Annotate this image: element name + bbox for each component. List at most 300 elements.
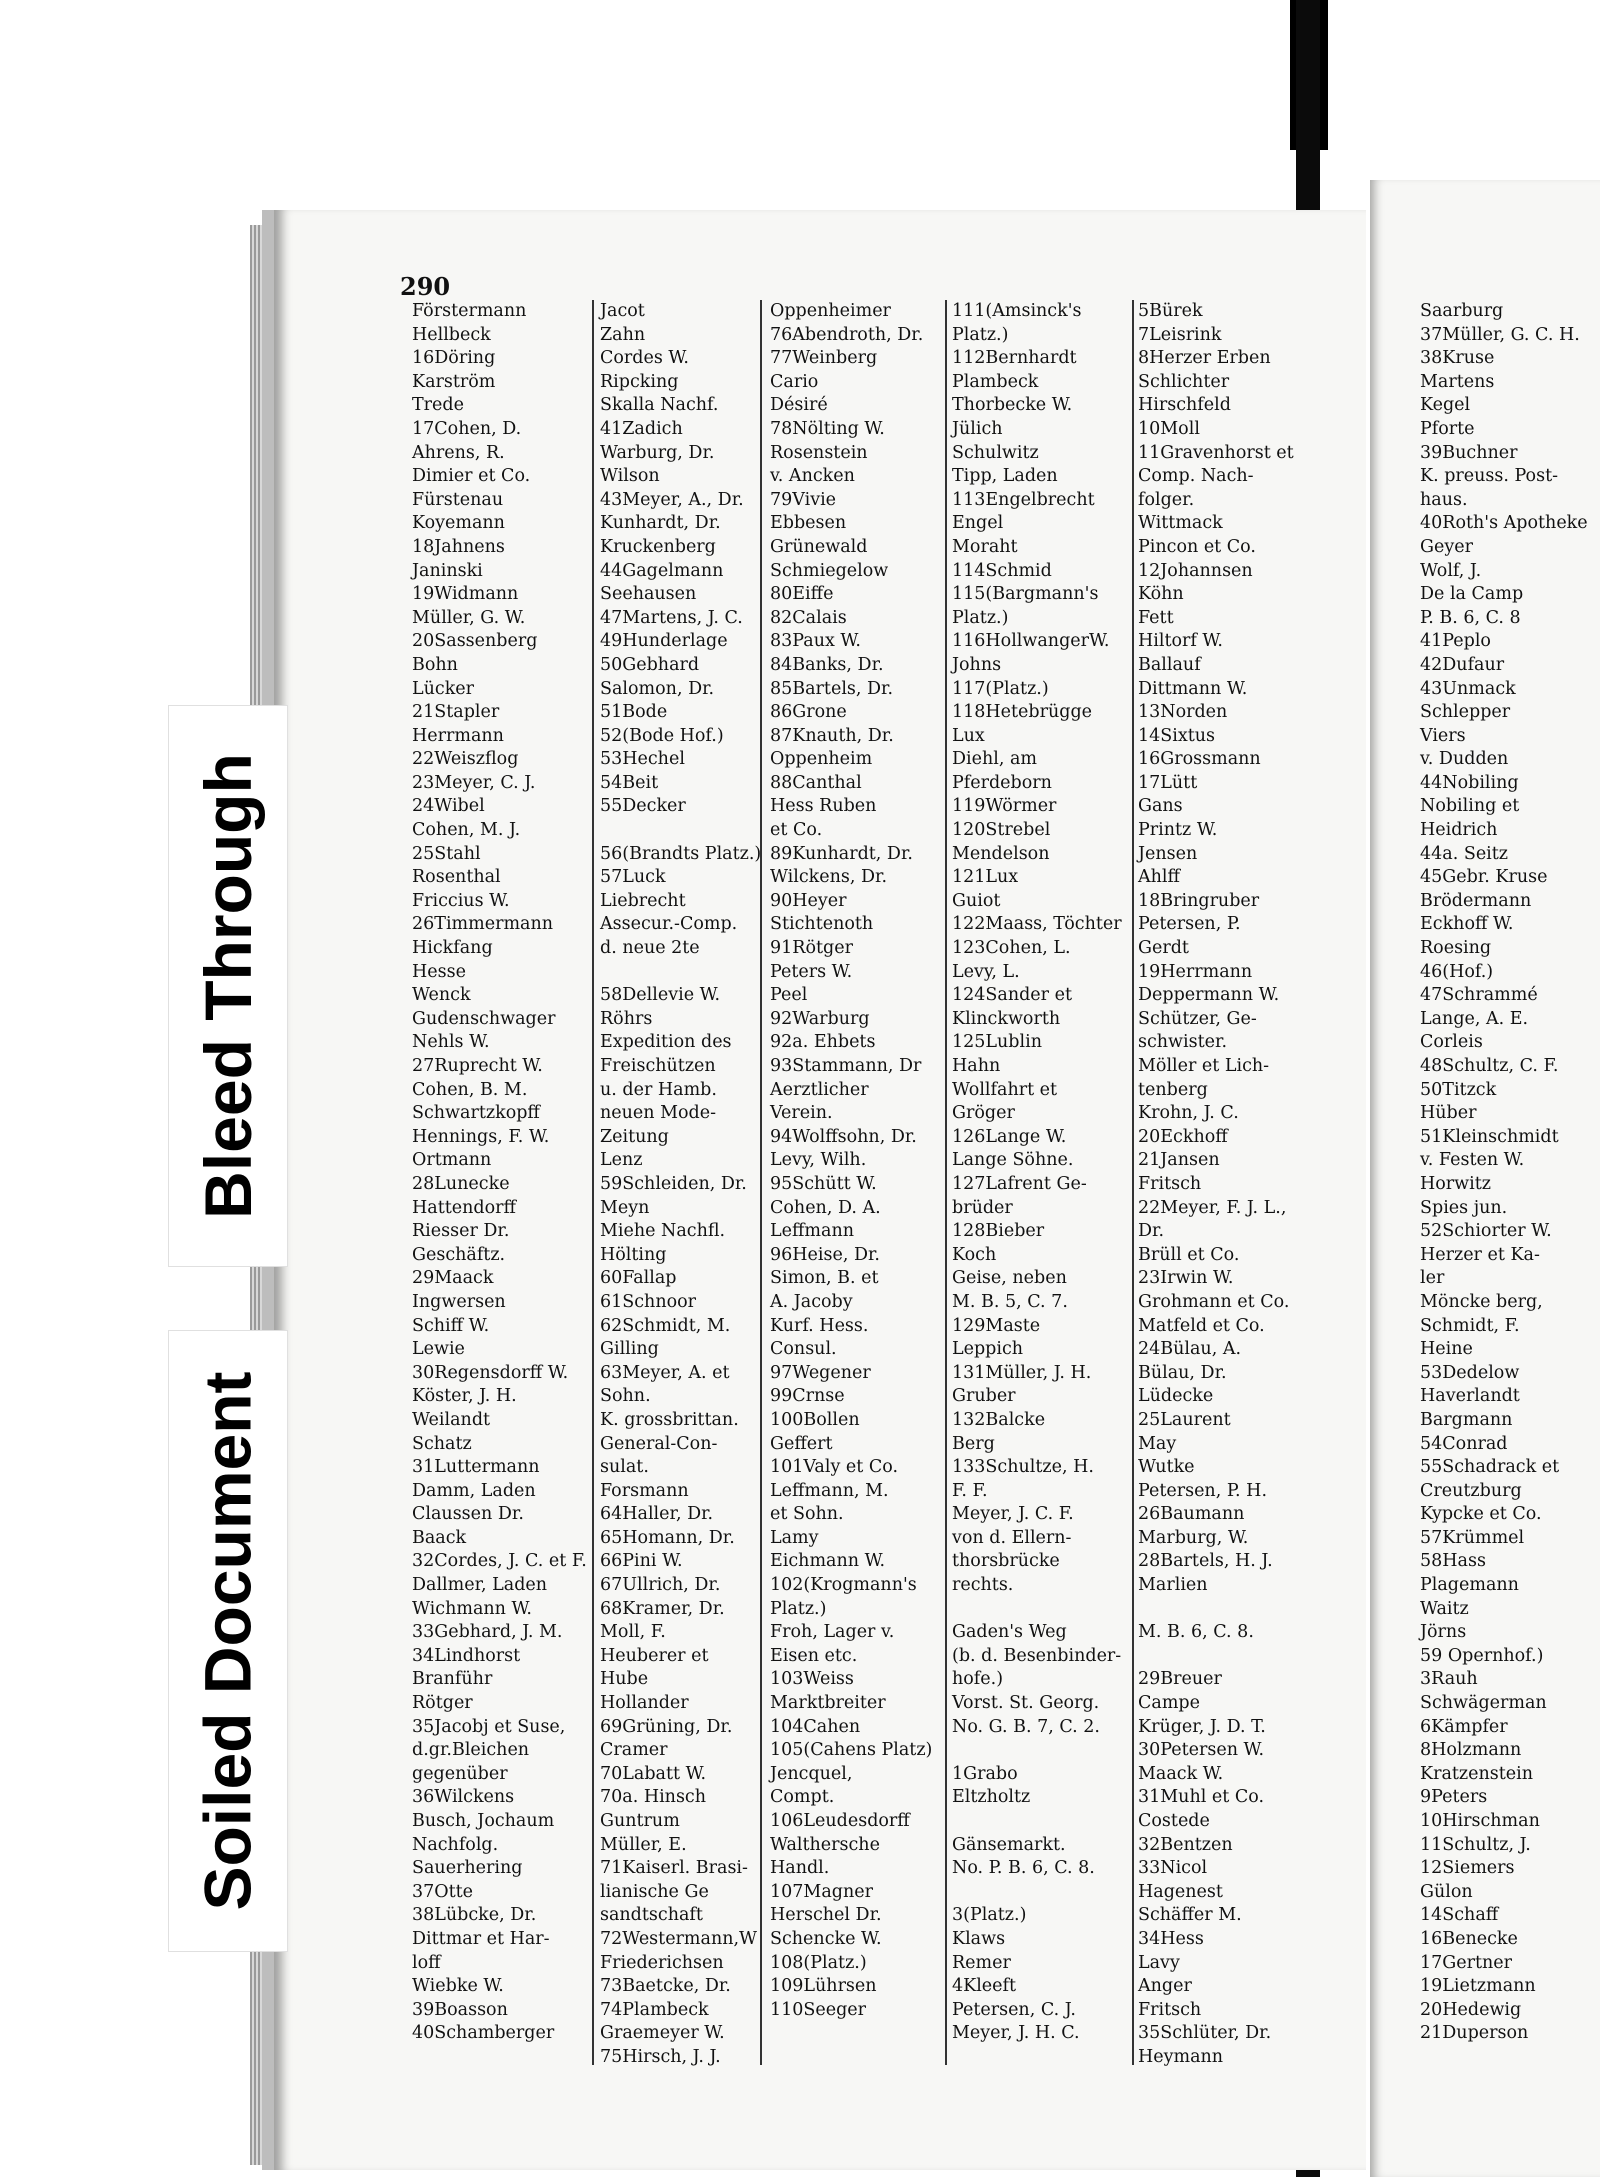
directory-line: Sohn. (600, 1386, 651, 1407)
directory-line: 124Sander et (952, 985, 1072, 1006)
directory-line: Kurf. Hess. (770, 1315, 869, 1336)
directory-line: sulat. (600, 1457, 649, 1478)
directory-line: No. P. B. 6, C. 8. (952, 1858, 1095, 1879)
directory-line: Gülon (1420, 1881, 1473, 1902)
directory-line: Eckhoff W. (1420, 914, 1514, 935)
directory-line: Köhn (1138, 584, 1184, 605)
directory-line: Krohn, J. C. (1138, 1103, 1239, 1124)
directory-line (952, 1881, 1122, 1905)
directory-line: Herschel Dr. (770, 1905, 882, 1926)
directory-line: 77Weinberg (770, 348, 878, 369)
directory-line: 131Müller, J. H. (952, 1362, 1092, 1383)
directory-line: Johns (952, 654, 1002, 675)
directory-line: Ebbesen (770, 513, 847, 534)
directory-line: 35Jacobj et Suse, (412, 1716, 566, 1737)
directory-line: 57Krümmel (1420, 1527, 1525, 1548)
directory-line: thorsbrücke (952, 1551, 1060, 1572)
directory-line: 122Maass, Töchter (952, 914, 1122, 935)
directory-line: Eltzholtz (952, 1787, 1031, 1808)
directory-line: 12Johannsen (1138, 560, 1253, 581)
directory-line: 102(Krogmann's (770, 1575, 917, 1596)
directory-line: 25Stahl (412, 843, 481, 864)
directory-line: 32Cordes, J. C. et F. (412, 1551, 587, 1572)
directory-line: Schmiegelow (770, 560, 889, 581)
directory-line: 6Kämpfer (1420, 1716, 1508, 1737)
directory-line: Dr. (1138, 1221, 1165, 1242)
directory-line: Lange, A. E. (1420, 1008, 1529, 1029)
directory-line: Eisen etc. (770, 1645, 858, 1666)
directory-line: 70Labatt W. (600, 1763, 707, 1784)
directory-line: Heymann (1138, 2046, 1224, 2067)
directory-line: Bargmann (1420, 1409, 1513, 1430)
directory-line: 20Sassenberg (412, 631, 538, 652)
directory-line: Ingwersen (412, 1291, 506, 1312)
directory-line: u. der Hamb. (600, 1079, 717, 1100)
directory-line: Tipp, Laden (952, 466, 1058, 487)
bleed-through-label: Bleed Through (168, 705, 288, 1267)
directory-line: Hollander (600, 1693, 689, 1714)
directory-line: Sauerhering (412, 1858, 523, 1879)
directory-line: Meyer, J. C. F. (952, 1504, 1074, 1525)
directory-line: Maack W. (1138, 1763, 1224, 1784)
directory-line: Schäffer M. (1138, 1905, 1242, 1926)
directory-line: Brödermann (1420, 890, 1532, 911)
directory-line: 112Bernhardt (952, 348, 1077, 369)
directory-line: Heuberer et (600, 1645, 709, 1666)
directory-line: 18Jahnens (412, 536, 505, 557)
directory-line: Cario (770, 371, 819, 392)
directory-line: Hellbeck (412, 324, 491, 345)
directory-line: 64Haller, Dr. (600, 1504, 714, 1525)
directory-line: Kratzenstein (1420, 1763, 1533, 1784)
directory-line: 128Bieber (952, 1221, 1045, 1242)
directory-line: Jensen (1138, 843, 1198, 864)
directory-line: 16Benecke (1420, 1928, 1518, 1949)
directory-line: Gerdt (1138, 938, 1189, 959)
directory-line: Petersen, P. (1138, 914, 1241, 935)
directory-line: Damm, Laden (412, 1480, 536, 1501)
directory-line: Schulwitz (952, 442, 1039, 463)
directory-line: neuen Mode- (600, 1103, 717, 1124)
directory-line: 10Moll (1138, 418, 1200, 439)
directory-line: Gaden's Weg (952, 1622, 1067, 1643)
directory-line: 27Ruprecht W. (412, 1056, 543, 1076)
directory-line: 34Hess (1138, 1928, 1204, 1949)
directory-line: 79Vivie (770, 489, 837, 510)
directory-line: Miehe Nachfl. (600, 1221, 726, 1242)
directory-line: Jacot (600, 301, 645, 321)
directory-line: No. G. B. 7, C. 2. (952, 1716, 1100, 1737)
directory-line: 84Banks, Dr. (770, 654, 884, 675)
directory-line: Koch (952, 1244, 997, 1265)
directory-line: 14Schaff (1420, 1905, 1499, 1926)
directory-line: Krüger, J. D. T. (1138, 1716, 1266, 1737)
directory-line: Friederichsen (600, 1952, 724, 1973)
directory-line: Schützer, Ge- (1138, 1008, 1257, 1029)
directory-line: Wiebke W. (412, 1976, 504, 1997)
directory-line: 34Lindhorst (412, 1645, 521, 1666)
page-number: 290 (400, 272, 451, 301)
directory-line: Plambeck (952, 371, 1039, 392)
directory-line: De la Camp (1420, 584, 1524, 605)
directory-line: Gudenschwager (412, 1008, 556, 1029)
directory-line: 11Schultz, J. (1420, 1834, 1531, 1855)
directory-line: Forsmann (600, 1480, 689, 1501)
directory-line: 120Strebel (952, 820, 1051, 841)
directory-line: Wollfahrt et (952, 1079, 1058, 1100)
directory-line: 94Wolffsohn, Dr. (770, 1126, 917, 1147)
directory-column-3 (770, 300, 932, 2022)
directory-line: 38Kruse (1420, 348, 1495, 369)
directory-column-6 (1420, 300, 1588, 2046)
directory-line: Riesser Dr. (412, 1221, 510, 1242)
directory-line: 65Homann, Dr. (600, 1527, 735, 1548)
directory-line: Walthersche (770, 1834, 880, 1855)
directory-line: Verein. (770, 1103, 833, 1124)
directory-line: Hesse (412, 961, 466, 982)
directory-line: 37Otte (412, 1881, 474, 1902)
directory-line: 99Crnse (770, 1386, 845, 1407)
directory-line: rechts. (952, 1575, 1014, 1596)
directory-line: Klaws (952, 1928, 1006, 1949)
directory-line: 87Knauth, Dr. (770, 725, 894, 746)
directory-line: 71Kaiserl. Brasi- (600, 1858, 748, 1879)
directory-line: Levy, L. (952, 961, 1020, 982)
directory-line: Leppich (952, 1339, 1024, 1360)
directory-line: Cohen, M. J. (412, 820, 521, 841)
directory-line: Heine (1420, 1339, 1473, 1360)
directory-line: M. B. 6, C. 8. (1138, 1622, 1254, 1643)
directory-line: Moraht (952, 536, 1018, 557)
directory-line: Förstermann (412, 301, 527, 321)
directory-line: Heidrich (1420, 820, 1498, 841)
directory-line: 75Hirsch, J. J. (600, 2046, 721, 2067)
directory-line: 121Lux (952, 867, 1019, 888)
directory-line: Trede (412, 395, 464, 416)
directory-line: 7Leisrink (1138, 324, 1222, 345)
directory-line: 23Irwin W. (1138, 1268, 1234, 1289)
directory-line: Baack (412, 1527, 467, 1548)
directory-line: Warburg, Dr. (600, 442, 715, 463)
directory-line: 30Petersen W. (1138, 1740, 1265, 1761)
directory-line: 100Bollen (770, 1409, 860, 1430)
directory-line: Nehls W. (412, 1032, 490, 1053)
directory-line: 23Meyer, C. J. (412, 772, 536, 793)
directory-line: Geschäftz. (412, 1244, 506, 1265)
directory-line: Lange Söhne. (952, 1150, 1074, 1171)
directory-line: Anger (1138, 1976, 1192, 1997)
directory-line: hofe.) (952, 1669, 1004, 1690)
directory-line: 40Schamberger (412, 2023, 555, 2044)
directory-line: 59Schleiden, Dr. (600, 1173, 747, 1194)
directory-line (952, 1810, 1122, 1834)
directory-line: Bülau, Dr. (1138, 1362, 1227, 1383)
directory-line: General-Con- (600, 1433, 718, 1454)
directory-line: Gänsemarkt. (952, 1834, 1066, 1855)
directory-line: 29Maack (412, 1268, 494, 1289)
directory-line: v. Festen W. (1420, 1150, 1525, 1171)
directory-line: Aerztlicher (770, 1079, 869, 1100)
directory-line: 106Leudesdorff (770, 1811, 910, 1831)
directory-line: Wichmann W. (412, 1598, 532, 1619)
directory-line: 49Hunderlage (600, 631, 728, 652)
directory-line: 60Fallap (600, 1268, 677, 1289)
directory-line: 61Schnoor (600, 1291, 697, 1312)
directory-line: Creutzburg (1420, 1480, 1522, 1501)
directory-line: Rosenstein (770, 442, 868, 463)
directory-line: Herrmann (412, 725, 504, 746)
directory-line: Jörns (1420, 1622, 1467, 1643)
directory-line: Oppenheim (770, 749, 873, 770)
directory-line: 67Ullrich, Dr. (600, 1575, 721, 1596)
directory-line: 57Luck (600, 867, 666, 888)
directory-line: 50Titzck (1420, 1079, 1497, 1100)
directory-line: tenberg (1138, 1079, 1208, 1100)
directory-line: 28Bartels, H. J. (1138, 1551, 1273, 1572)
directory-line: Schiff W. (412, 1315, 490, 1336)
directory-line: d.gr.Bleichen (412, 1740, 530, 1761)
directory-line: 39Boasson (412, 1999, 508, 2020)
directory-line: 51Bode (600, 702, 668, 723)
directory-line: Corleis (1420, 1032, 1483, 1053)
directory-line: 123Cohen, L. (952, 938, 1071, 959)
directory-line: Printz W. (1138, 820, 1218, 841)
directory-line: 31Luttermann (412, 1457, 540, 1478)
directory-line: Petersen, C. J. (952, 1999, 1076, 2020)
directory-line: 41Peplo (1420, 631, 1491, 652)
directory-line: 109Lührsen (770, 1976, 877, 1997)
directory-line: Schlichter (1138, 371, 1230, 392)
directory-column-5 (1138, 300, 1294, 2070)
directory-line: lianische Ge (600, 1881, 709, 1902)
directory-line: 91Rötger (770, 938, 853, 959)
directory-line: 116HollwangerW. (952, 631, 1110, 652)
directory-line: Hennings, F. W. (412, 1126, 550, 1147)
directory-line: Marburg, W. (1138, 1527, 1249, 1548)
directory-line: 107Magner (770, 1881, 873, 1902)
directory-line: 48Schultz, C. F. (1420, 1056, 1559, 1076)
directory-line: Rötger (412, 1693, 473, 1714)
directory-line: Hüber (1420, 1103, 1477, 1124)
directory-line: Platz.) (770, 1598, 827, 1619)
directory-line: 58Hass (1420, 1551, 1486, 1572)
directory-line: Pincon et Co. (1138, 536, 1256, 557)
directory-line: Petersen, P. H. (1138, 1480, 1268, 1501)
directory-line: 19Widmann (412, 584, 519, 605)
directory-line: 51Kleinschmidt (1420, 1126, 1559, 1147)
directory-line: 90Heyer (770, 890, 847, 911)
directory-line: Meyn (600, 1197, 650, 1218)
directory-line: Seehausen (600, 584, 697, 605)
directory-line: 133Schultze, H. (952, 1457, 1094, 1478)
directory-line: 105(Cahens Platz) (770, 1740, 933, 1761)
directory-line: Plagemann (1420, 1575, 1519, 1596)
directory-line: Deppermann W. (1138, 985, 1280, 1006)
directory-line: 36Wilckens (412, 1787, 515, 1808)
directory-line: Pforte (1420, 418, 1475, 439)
directory-line: Nobiling et (1420, 796, 1520, 817)
directory-line: 31Muhl et Co. (1138, 1787, 1265, 1808)
directory-line: Geyer (1420, 536, 1473, 557)
directory-line: F. F. (952, 1480, 988, 1501)
directory-line: Herzer et Ka- (1420, 1244, 1540, 1265)
directory-line: 111(Amsinck's (952, 301, 1082, 321)
directory-line: Grünewald (770, 536, 868, 557)
directory-line: 74Plambeck (600, 1999, 709, 2020)
directory-line: Liebrecht (600, 890, 686, 911)
directory-line: Campe (1138, 1693, 1200, 1714)
directory-line: 108(Platz.) (770, 1952, 867, 1973)
directory-line: M. B. 5, C. 7. (952, 1291, 1068, 1312)
directory-line: Jülich (952, 418, 1003, 439)
directory-line: Ripcking (600, 371, 679, 392)
directory-line: 25Laurent (1138, 1409, 1231, 1430)
directory-line: Moll, F. (600, 1622, 666, 1643)
directory-line: 11Gravenhorst et (1138, 442, 1294, 463)
directory-line: 8Herzer Erben (1138, 348, 1271, 369)
directory-line: Gröger (952, 1103, 1015, 1124)
directory-line: 59 Opernhof.) (1420, 1645, 1544, 1666)
directory-line: von d. Ellern- (952, 1527, 1072, 1548)
directory-line: Comp. Nach- (1138, 466, 1254, 487)
directory-line: 93Stammann, Dr (770, 1056, 922, 1076)
directory-line: Kunhardt, Dr. (600, 513, 721, 534)
directory-line: Gans (1138, 796, 1183, 817)
directory-line: 95Schütt W. (770, 1173, 877, 1194)
directory-line: loff (412, 1952, 441, 1973)
directory-line: Levy, Wilh. (770, 1150, 867, 1171)
directory-line: 129Maste (952, 1315, 1041, 1336)
directory-line: folger. (1138, 489, 1195, 510)
directory-line: Hirschfeld (1138, 395, 1231, 416)
directory-line: 104Cahen (770, 1716, 861, 1737)
directory-line: 29Breuer (1138, 1669, 1222, 1690)
directory-line: Ballauf (1138, 654, 1201, 675)
directory-line: v. Ancken (770, 466, 855, 487)
directory-line: Geise, neben (952, 1268, 1067, 1289)
directory-line: 78Nölting W. (770, 418, 885, 439)
directory-line: 113Engelbrecht (952, 489, 1095, 510)
directory-line: Busch, Jochaum (412, 1811, 555, 1831)
directory-line: Karström (412, 371, 496, 392)
directory-line: Hess Ruben (770, 796, 877, 817)
directory-line: Remer (952, 1952, 1011, 1973)
directory-line: 44Nobiling (1420, 772, 1519, 793)
directory-line: Fürstenau (412, 489, 504, 510)
directory-line: Matfeld et Co. (1138, 1315, 1265, 1336)
directory-line: Grohmann et Co. (1138, 1291, 1290, 1312)
directory-line: Marlien (1138, 1575, 1208, 1596)
directory-line: 21Stapler (412, 702, 500, 723)
directory-line: Guntrum (600, 1811, 680, 1831)
directory-line: Oppenheimer (770, 301, 891, 321)
directory-line: (b. d. Besenbinder- (952, 1645, 1122, 1666)
directory-line: 28Lunecke (412, 1173, 510, 1194)
directory-line: 17Cohen, D. (412, 418, 522, 439)
directory-line: 50Gebhard (600, 654, 700, 675)
directory-line: Fritsch (1138, 1173, 1202, 1194)
directory-line: Wenck (412, 985, 471, 1006)
directory-line: 83Paux W. (770, 631, 861, 652)
directory-line: Cohen, B. M. (412, 1079, 528, 1100)
directory-line: 45Gebr. Kruse (1420, 867, 1548, 888)
directory-line (600, 961, 761, 985)
directory-line: Peters W. (770, 961, 853, 982)
directory-line: Köster, J. H. (412, 1386, 517, 1407)
directory-line: Geffert (770, 1433, 833, 1454)
directory-line: Berg (952, 1433, 995, 1454)
directory-line: 22Weiszflog (412, 749, 519, 770)
directory-line: 96Heise, Dr. (770, 1244, 880, 1265)
directory-line: Hagenest (1138, 1881, 1223, 1902)
directory-line: Weilandt (412, 1409, 491, 1430)
directory-line: Kypcke et Co. (1420, 1504, 1542, 1525)
directory-line: Lewie (412, 1339, 465, 1360)
directory-line: 37Müller, G. C. H. (1420, 324, 1580, 345)
directory-line: Nachfolg. (412, 1834, 499, 1855)
directory-line: gegenüber (412, 1763, 508, 1784)
directory-line: Müller, G. W. (412, 607, 526, 628)
directory-line: 117(Platz.) (952, 678, 1049, 699)
directory-line: Vorst. St. Georg. (952, 1693, 1100, 1714)
directory-line: Claussen Dr. (412, 1504, 524, 1525)
directory-line: 97Wegener (770, 1362, 871, 1383)
directory-line: Friccius W. (412, 890, 510, 911)
directory-line: Expedition des (600, 1032, 732, 1053)
directory-line: Ahrens, R. (412, 442, 505, 463)
directory-line: 80Eiffe (770, 584, 834, 605)
directory-line: Froh, Lager v. (770, 1622, 895, 1643)
directory-line: 89Kunhardt, Dr. (770, 843, 913, 864)
directory-line: K. grossbrittan. (600, 1409, 739, 1430)
directory-line: 39Buchner (1420, 442, 1518, 463)
directory-line: Haverlandt (1420, 1386, 1520, 1407)
directory-line: 5Bürek (1138, 301, 1203, 321)
directory-line: Eichmann W. (770, 1551, 886, 1572)
directory-line: Hube (600, 1669, 649, 1690)
directory-line: 68Kramer, Dr. (600, 1598, 725, 1619)
directory-line: Lavy (1138, 1952, 1180, 1973)
directory-line: 33Gebhard, J. M. (412, 1622, 563, 1643)
directory-line: Spies jun. (1420, 1197, 1508, 1218)
directory-line: 44a. Seitz (1420, 843, 1509, 864)
directory-line: Gruber (952, 1386, 1016, 1407)
directory-line: Hickfang (412, 938, 493, 959)
directory-line: 47Schrammé (1420, 985, 1538, 1006)
directory-line: Wutke (1138, 1457, 1195, 1478)
directory-line: Cramer (600, 1740, 668, 1761)
directory-line: 35Schlüter, Dr. (1138, 2023, 1272, 2044)
directory-line: Hölting (600, 1244, 667, 1265)
directory-line: Compt. (770, 1787, 835, 1808)
directory-line: 14Sixtus (1138, 725, 1216, 746)
directory-line: 3(Platz.) (952, 1905, 1027, 1926)
directory-line: Stichtenoth (770, 914, 874, 935)
directory-line: Marktbreiter (770, 1693, 886, 1714)
directory-line: 1Grabo (952, 1763, 1018, 1784)
directory-line: 54Beit (600, 772, 659, 793)
column-rule (1132, 300, 1134, 2065)
directory-line: 114Schmid (952, 560, 1052, 581)
directory-line: Platz.) (952, 607, 1009, 628)
directory-line: Guiot (952, 890, 1001, 911)
directory-line: Dimier et Co. (412, 466, 531, 487)
directory-line (1138, 1645, 1294, 1669)
column-rule (945, 300, 947, 2065)
directory-line: 126Lange W. (952, 1126, 1067, 1147)
directory-line: Diehl, am (952, 749, 1038, 770)
directory-line: Wilson (600, 466, 660, 487)
